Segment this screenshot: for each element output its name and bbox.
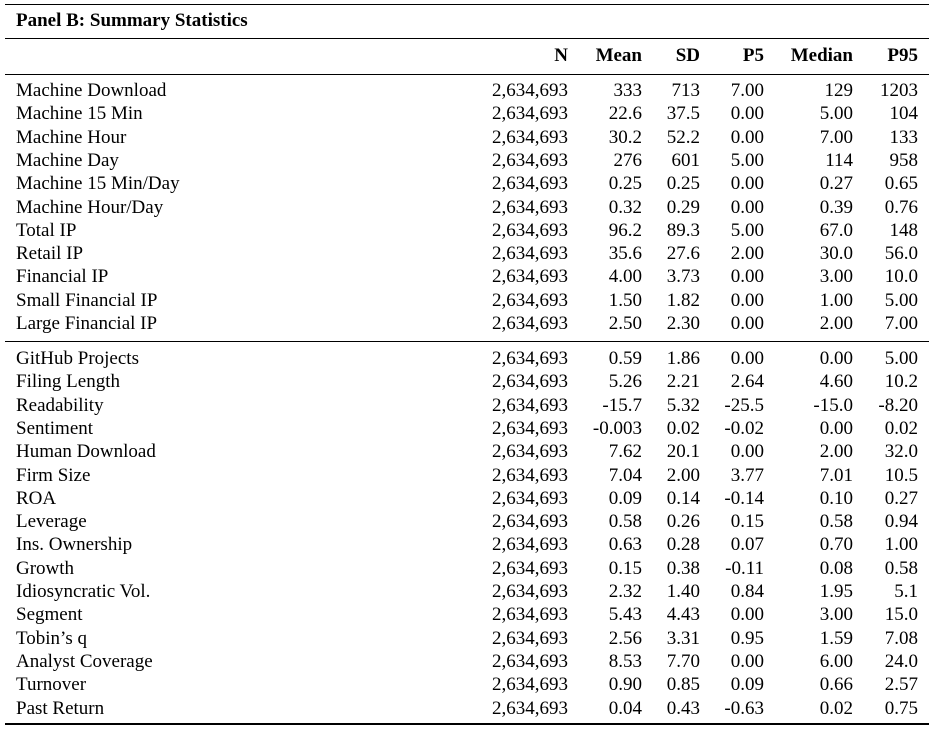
cell-sd: 2.30 <box>666 313 700 334</box>
table-row <box>0 697 934 720</box>
cell-median: 0.70 <box>819 534 853 556</box>
cell-median: 0.00 <box>819 348 853 369</box>
col-header-mean: Mean <box>595 45 642 66</box>
row-label: Growth <box>16 557 75 579</box>
cell-mean: 333 <box>613 80 642 101</box>
cell-median: 0.08 <box>819 557 853 579</box>
cell-n: 2,634,693 <box>492 441 568 463</box>
row-label: Analyst Coverage <box>16 650 153 672</box>
cell-p5: 0.95 <box>730 627 764 649</box>
cell-p5: 2.00 <box>730 243 764 265</box>
cell-sd: 1.40 <box>666 581 700 602</box>
row-label: Filing Length <box>16 371 120 393</box>
cell-mean: 30.2 <box>608 126 642 148</box>
table-row <box>0 289 934 312</box>
row-label: Retail IP <box>16 243 84 265</box>
table-row <box>0 580 934 603</box>
table-row <box>0 242 934 265</box>
row-label: Machine 15 Min/Day <box>16 173 180 195</box>
cell-sd: 52.2 <box>666 126 700 148</box>
cell-p5: 0.00 <box>730 441 764 463</box>
cell-p95: 0.75 <box>884 697 918 719</box>
cell-median: 0.27 <box>819 173 853 195</box>
cell-sd: 7.70 <box>666 650 700 672</box>
cell-n: 2,634,693 <box>492 313 568 334</box>
cell-median: 0.58 <box>819 511 853 533</box>
cell-median: 67.0 <box>819 219 853 241</box>
cell-n: 2,634,693 <box>492 581 568 602</box>
cell-sd: 0.02 <box>666 417 700 439</box>
cell-sd: 2.00 <box>666 464 700 486</box>
panel-title: Panel B: Summary Statistics <box>16 10 248 31</box>
cell-mean: 2.32 <box>608 581 642 602</box>
title-rule <box>5 38 929 39</box>
table-row <box>0 510 934 533</box>
row-label: Leverage <box>16 511 87 533</box>
cell-n: 2,634,693 <box>492 627 568 649</box>
cell-mean: 96.2 <box>608 219 642 241</box>
cell-mean: 0.63 <box>608 534 642 556</box>
cell-p95: 148 <box>889 219 918 241</box>
cell-p95: 2.57 <box>884 674 918 696</box>
cell-p5: 2.64 <box>730 371 764 393</box>
cell-mean: 0.09 <box>608 487 642 509</box>
table-row <box>0 370 934 393</box>
table-row <box>0 265 934 288</box>
cell-sd: 0.14 <box>666 487 700 509</box>
cell-mean: 7.04 <box>608 464 642 486</box>
cell-n: 2,634,693 <box>492 464 568 486</box>
cell-p5: 0.00 <box>730 313 764 334</box>
cell-p95: 104 <box>889 103 918 125</box>
cell-p5: 0.00 <box>730 348 764 369</box>
table-row <box>0 627 934 650</box>
cell-median: 129 <box>824 80 853 101</box>
cell-median: 2.00 <box>819 441 853 463</box>
cell-n: 2,634,693 <box>492 511 568 533</box>
cell-sd: 20.1 <box>666 441 700 463</box>
table-row <box>0 533 934 556</box>
cell-p95: 0.65 <box>884 173 918 195</box>
cell-sd: 37.5 <box>666 103 700 125</box>
cell-n: 2,634,693 <box>492 371 568 393</box>
cell-p95: 1203 <box>880 80 918 101</box>
table-row <box>0 394 934 417</box>
cell-mean: 0.15 <box>608 557 642 579</box>
cell-n: 2,634,693 <box>492 103 568 125</box>
cell-n: 2,634,693 <box>492 394 568 416</box>
cell-sd: 1.82 <box>666 289 700 311</box>
cell-p5: 0.84 <box>730 581 764 602</box>
col-header-n: N <box>554 45 568 66</box>
cell-median: 0.10 <box>819 487 853 509</box>
cell-p95: 10.2 <box>884 371 918 393</box>
cell-median: 0.39 <box>819 196 853 218</box>
cell-p95: 0.27 <box>884 487 918 509</box>
cell-mean: 7.62 <box>608 441 642 463</box>
cell-median: 7.00 <box>819 126 853 148</box>
cell-median: 0.00 <box>819 417 853 439</box>
cell-p5: 0.00 <box>730 604 764 626</box>
cell-mean: 0.90 <box>608 674 642 696</box>
table-row <box>0 312 934 335</box>
cell-p5: 0.00 <box>730 103 764 125</box>
cell-p95: 15.0 <box>884 604 918 626</box>
cell-mean: 4.00 <box>608 266 642 288</box>
cell-n: 2,634,693 <box>492 604 568 626</box>
cell-sd: 0.25 <box>666 173 700 195</box>
cell-p95: 5.00 <box>884 289 918 311</box>
cell-n: 2,634,693 <box>492 266 568 288</box>
cell-n: 2,634,693 <box>492 149 568 171</box>
cell-p5: 3.77 <box>730 464 764 486</box>
cell-n: 2,634,693 <box>492 173 568 195</box>
cell-sd: 0.26 <box>666 511 700 533</box>
col-header-sd: SD <box>675 45 700 66</box>
cell-p95: 7.08 <box>884 627 918 649</box>
cell-median: 0.02 <box>819 697 853 719</box>
row-label: Ins. Ownership <box>16 534 133 556</box>
cell-p5: -0.02 <box>724 417 764 439</box>
row-label: Past Return <box>16 697 105 719</box>
table-row <box>0 440 934 463</box>
cell-p95: 5.1 <box>894 581 918 602</box>
cell-p5: -0.11 <box>725 557 764 579</box>
cell-median: 114 <box>825 149 853 171</box>
cell-sd: 0.85 <box>666 674 700 696</box>
cell-median: 1.95 <box>819 581 853 602</box>
cell-p5: 7.00 <box>730 80 764 101</box>
cell-p5: 0.00 <box>730 266 764 288</box>
cell-mean: 22.6 <box>608 103 642 125</box>
table-row <box>0 650 934 673</box>
cell-n: 2,634,693 <box>492 650 568 672</box>
table-row <box>0 557 934 580</box>
table-row <box>0 417 934 440</box>
row-label: Human Download <box>16 441 156 463</box>
row-label: Readability <box>16 394 104 416</box>
col-header-median: Median <box>790 45 853 66</box>
cell-n: 2,634,693 <box>492 126 568 148</box>
row-label: Turnover <box>16 674 87 696</box>
cell-p5: 0.15 <box>730 511 764 533</box>
cell-p95: 0.58 <box>884 557 918 579</box>
row-label: Small Financial IP <box>16 289 158 311</box>
cell-n: 2,634,693 <box>492 289 568 311</box>
row-label: Tobin’s q <box>16 627 87 649</box>
cell-sd: 27.6 <box>666 243 700 265</box>
cell-p95: 133 <box>889 126 918 148</box>
cell-median: -15.0 <box>813 394 853 416</box>
cell-p95: 10.5 <box>884 464 918 486</box>
cell-p95: 0.76 <box>884 196 918 218</box>
table-row <box>0 673 934 696</box>
table-row <box>0 487 934 510</box>
cell-sd: 601 <box>671 149 700 171</box>
cell-median: 3.00 <box>819 266 853 288</box>
cell-median: 2.00 <box>819 313 853 334</box>
cell-n: 2,634,693 <box>492 348 568 369</box>
cell-mean: 2.56 <box>608 627 642 649</box>
cell-p95: 32.0 <box>884 441 918 463</box>
cell-median: 3.00 <box>819 604 853 626</box>
header-rule <box>5 74 929 75</box>
table-row <box>0 102 934 125</box>
row-label: Sentiment <box>16 417 94 439</box>
table-row <box>0 347 934 370</box>
table-row <box>0 219 934 242</box>
cell-p95: -8.20 <box>878 394 918 416</box>
cell-median: 7.01 <box>819 464 853 486</box>
cell-p5: -0.63 <box>724 697 764 719</box>
row-label: Total IP <box>16 219 77 241</box>
cell-p5: 0.09 <box>730 674 764 696</box>
table-row <box>0 464 934 487</box>
cell-n: 2,634,693 <box>492 417 568 439</box>
cell-p95: 24.0 <box>884 650 918 672</box>
cell-mean: 0.25 <box>608 173 642 195</box>
cell-sd: 3.31 <box>666 627 700 649</box>
cell-sd: 3.73 <box>666 266 700 288</box>
cell-sd: 0.43 <box>666 697 700 719</box>
table-row <box>0 603 934 626</box>
cell-p5: 0.00 <box>730 196 764 218</box>
cell-mean: 276 <box>613 149 642 171</box>
row-label: Idiosyncratic Vol. <box>16 581 151 602</box>
row-label: Machine Download <box>16 80 167 101</box>
cell-sd: 2.21 <box>666 371 700 393</box>
cell-p5: -0.14 <box>724 487 764 509</box>
bottom-rule <box>5 723 929 725</box>
cell-p95: 10.0 <box>884 266 918 288</box>
cell-sd: 89.3 <box>666 219 700 241</box>
row-label: Machine Hour <box>16 126 127 148</box>
row-label: Firm Size <box>16 464 91 486</box>
cell-n: 2,634,693 <box>492 196 568 218</box>
cell-n: 2,634,693 <box>492 697 568 719</box>
cell-mean: 0.04 <box>608 697 642 719</box>
row-label: Machine Hour/Day <box>16 196 164 218</box>
cell-n: 2,634,693 <box>492 534 568 556</box>
cell-median: 0.66 <box>819 674 853 696</box>
cell-sd: 5.32 <box>666 394 700 416</box>
cell-p95: 56.0 <box>884 243 918 265</box>
cell-p95: 7.00 <box>884 313 918 334</box>
cell-sd: 0.38 <box>666 557 700 579</box>
top-rule <box>5 4 929 5</box>
cell-mean: 35.6 <box>608 243 642 265</box>
row-label: GitHub Projects <box>16 348 139 369</box>
cell-p95: 958 <box>889 149 918 171</box>
cell-median: 30.0 <box>819 243 853 265</box>
cell-mean: 0.59 <box>608 348 642 369</box>
cell-p5: 0.00 <box>730 173 764 195</box>
cell-n: 2,634,693 <box>492 557 568 579</box>
cell-median: 4.60 <box>819 371 853 393</box>
cell-p95: 5.00 <box>884 348 918 369</box>
cell-n: 2,634,693 <box>492 674 568 696</box>
cell-median: 6.00 <box>819 650 853 672</box>
row-label: Financial IP <box>16 266 109 288</box>
cell-mean: 8.53 <box>608 650 642 672</box>
cell-sd: 4.43 <box>666 604 700 626</box>
cell-mean: -0.003 <box>592 417 642 439</box>
cell-n: 2,634,693 <box>492 219 568 241</box>
row-label: ROA <box>16 487 57 509</box>
group-rule <box>5 341 929 342</box>
row-label: Large Financial IP <box>16 313 158 334</box>
cell-sd: 0.28 <box>666 534 700 556</box>
cell-mean: 0.58 <box>608 511 642 533</box>
table-row <box>0 126 934 149</box>
cell-mean: 1.50 <box>608 289 642 311</box>
cell-p5: 5.00 <box>730 219 764 241</box>
col-header-p5: P5 <box>742 45 764 66</box>
cell-mean: 2.50 <box>608 313 642 334</box>
cell-mean: 5.26 <box>608 371 642 393</box>
cell-n: 2,634,693 <box>492 487 568 509</box>
cell-mean: 5.43 <box>608 604 642 626</box>
cell-median: 1.00 <box>819 289 853 311</box>
cell-p95: 1.00 <box>884 534 918 556</box>
cell-sd: 713 <box>671 80 700 101</box>
cell-p5: 5.00 <box>730 149 764 171</box>
cell-p95: 0.02 <box>884 417 918 439</box>
cell-sd: 1.86 <box>666 348 700 369</box>
cell-median: 5.00 <box>819 103 853 125</box>
table-row <box>0 79 934 102</box>
cell-n: 2,634,693 <box>492 243 568 265</box>
row-label: Machine Day <box>16 149 119 171</box>
cell-p5: -25.5 <box>724 394 764 416</box>
cell-p5: 0.00 <box>730 289 764 311</box>
cell-p95: 0.94 <box>884 511 918 533</box>
cell-p5: 0.00 <box>730 650 764 672</box>
row-label: Machine 15 Min <box>16 103 143 125</box>
table-row <box>0 149 934 172</box>
row-label: Segment <box>16 604 83 626</box>
cell-median: 1.59 <box>819 627 853 649</box>
col-header-p95: P95 <box>887 45 918 66</box>
cell-sd: 0.29 <box>666 196 700 218</box>
cell-mean: 0.32 <box>608 196 642 218</box>
cell-mean: -15.7 <box>602 394 642 416</box>
cell-n: 2,634,693 <box>492 80 568 101</box>
table-row <box>0 196 934 219</box>
cell-p5: 0.00 <box>730 126 764 148</box>
table-row <box>0 172 934 195</box>
cell-p5: 0.07 <box>730 534 764 556</box>
